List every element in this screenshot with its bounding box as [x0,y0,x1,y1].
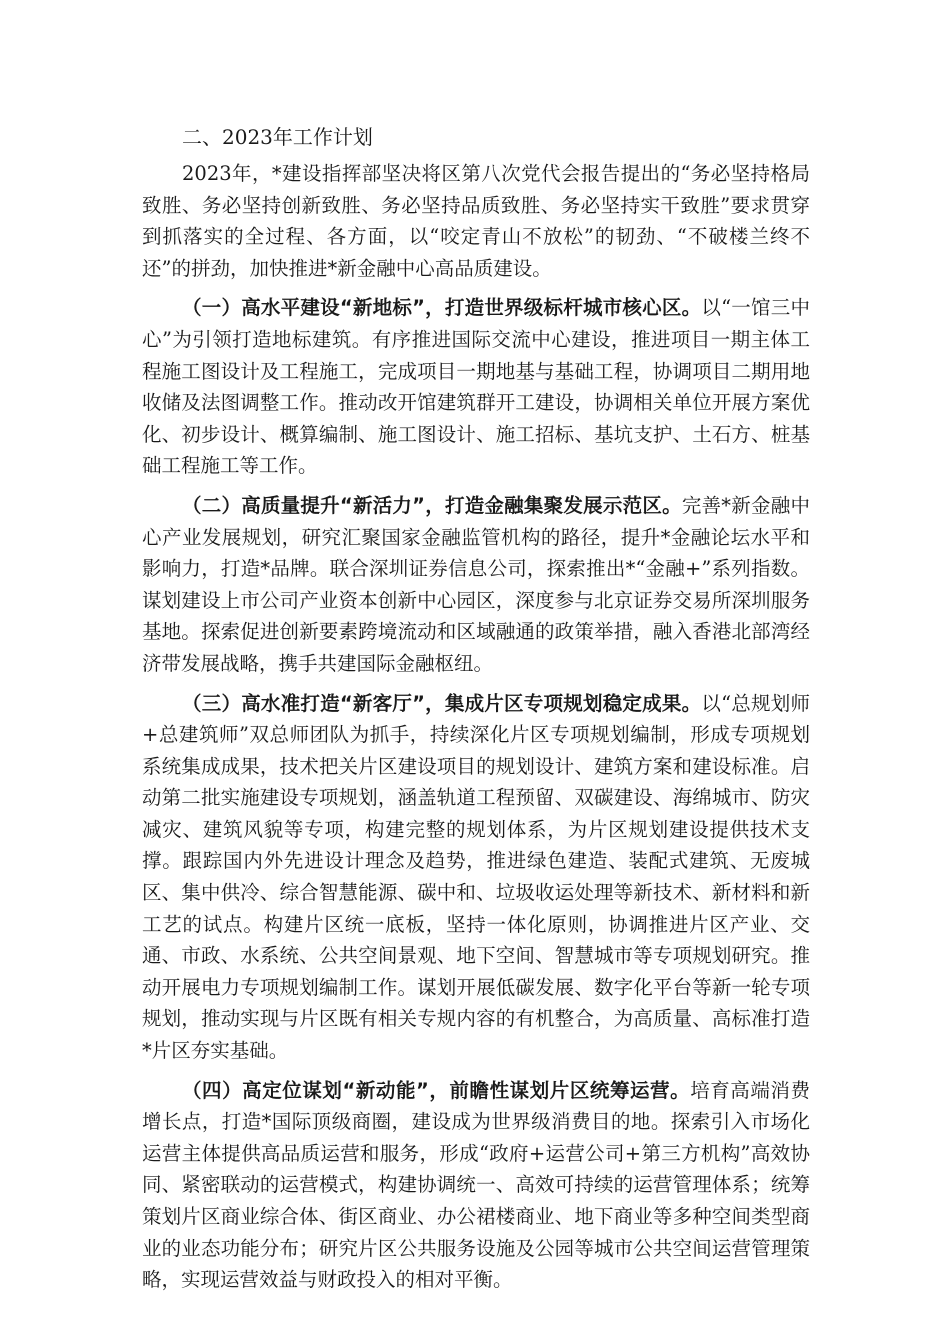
section-1-body: 以“一馆三中心”为引领打造地标建筑。有序推进国际交流中心建设，推进项目一期主体工程施工图设计及工程施工，完成项目一期地基与基础工程，协调项目二期用地收储及法图调整工作。推动改开馆建筑群开工建设，协调相关单位开展方案优化、初步设计、概算编制、施工图设计、施工招标、基坑支护、土石方、桩基础工程施工等工作。 [142,296,810,478]
section-2-lead: （二）高质量提升“新活力”，打造金融集聚发展示范区。 [182,493,682,517]
section-3-lead: （三）高水准打造“新客厅”，集成片区专项规划稳定成果。 [182,691,702,715]
section-4-lead: （四）高定位谋划“新动能”，前瞻性谋划片区统筹运营。 [182,1078,691,1102]
document-content [142,116,810,1304]
section-2-paragraph [142,490,810,680]
section-4-paragraph [142,1075,810,1296]
intro-paragraph: 2023年，*建设指挥部坚决将区第八次党代会报告提出的“务必坚持格局致胜、务必坚持创新致胜、务必坚持品质致胜、务必坚持实干致胜”要求贯穿到抓落实的全过程、各方面，以“咬定青山不放松”的韧劲、“不破楼兰终不还”的拼劲，加快推进*新金融中心高品质建设。 [142,162,810,280]
section-4-body: 培育高端消费增长点，打造*国际顶级商圈，建设成为世界级消费目的地。探索引入市场化运营主体提供高品质运营和服务，形成“政府+运营公司+第三方机构”高效协同、紧密联动的运营模式，构建协调统一、高效可持续的运营管理体系；统筹策划片区商业综合体、街区商业、办公裙楼商业、地下商业等多种空间类型商业的业态功能分布；研究片区公共服务设施及公园等城市公共空间运营管理策略，实现运营效益与财政投入的相对平衡。 [142,1078,810,1292]
section-1-paragraph [142,292,810,482]
section-heading: 二、2023年工作计划 [182,125,373,149]
section-1-lead: （一）高水平建设“新地标”，打造世界级标杆城市核心区。 [182,296,702,320]
section-3-paragraph [142,688,810,1067]
section-3-body: 以“总规划师+总建筑师”双总师团队为抓手，持续深化片区专项规划编制，形成专项规划系统集成成果，技术把关片区建设项目的规划设计、建筑方案和建设标准。启动第二批实施建设专项规划，涵盖轨道工程预留、双碳建设、海绵城市、防灾减灾、建筑风貌等专项，构建完整的规划体系，为片区规划建设提供技术支撑。跟踪国内外先进设计理念及趋势，推进绿色建造、装配式建筑、无废城区、集中供冷、综合智慧能源、碳中和、垃圾收运处理等新技术、新材料和新工艺的试点。构建片区统一底板，坚持一体化原则，协调推进片区产业、交通、市政、水系统、公共空间景观、地下空间、智慧城市等专项规划研究。推动开展电力专项规划编制工作。谋划开展低碳发展、数字化平台等新一轮专项规划，推动实现与片区既有相关专规内容的有机整合，为高质量、高标准打造*片区夯实基础。 [142,691,810,1063]
section-2-body: 完善*新金融中心产业发展规划，研究汇聚国家金融监管机构的路径，提升*金融论坛水平和影响力，打造*品牌。联合深圳证券信息公司，探索推出*“金融+”系列指数。谋划建设上市公司产业资本创新中心园区，深度参与北京证券交易所深圳服务基地。探索促进创新要素跨境流动和区域融通的政策举措，融入香港北部湾经济带发展战略，携手共建国际金融枢纽。 [142,493,810,675]
